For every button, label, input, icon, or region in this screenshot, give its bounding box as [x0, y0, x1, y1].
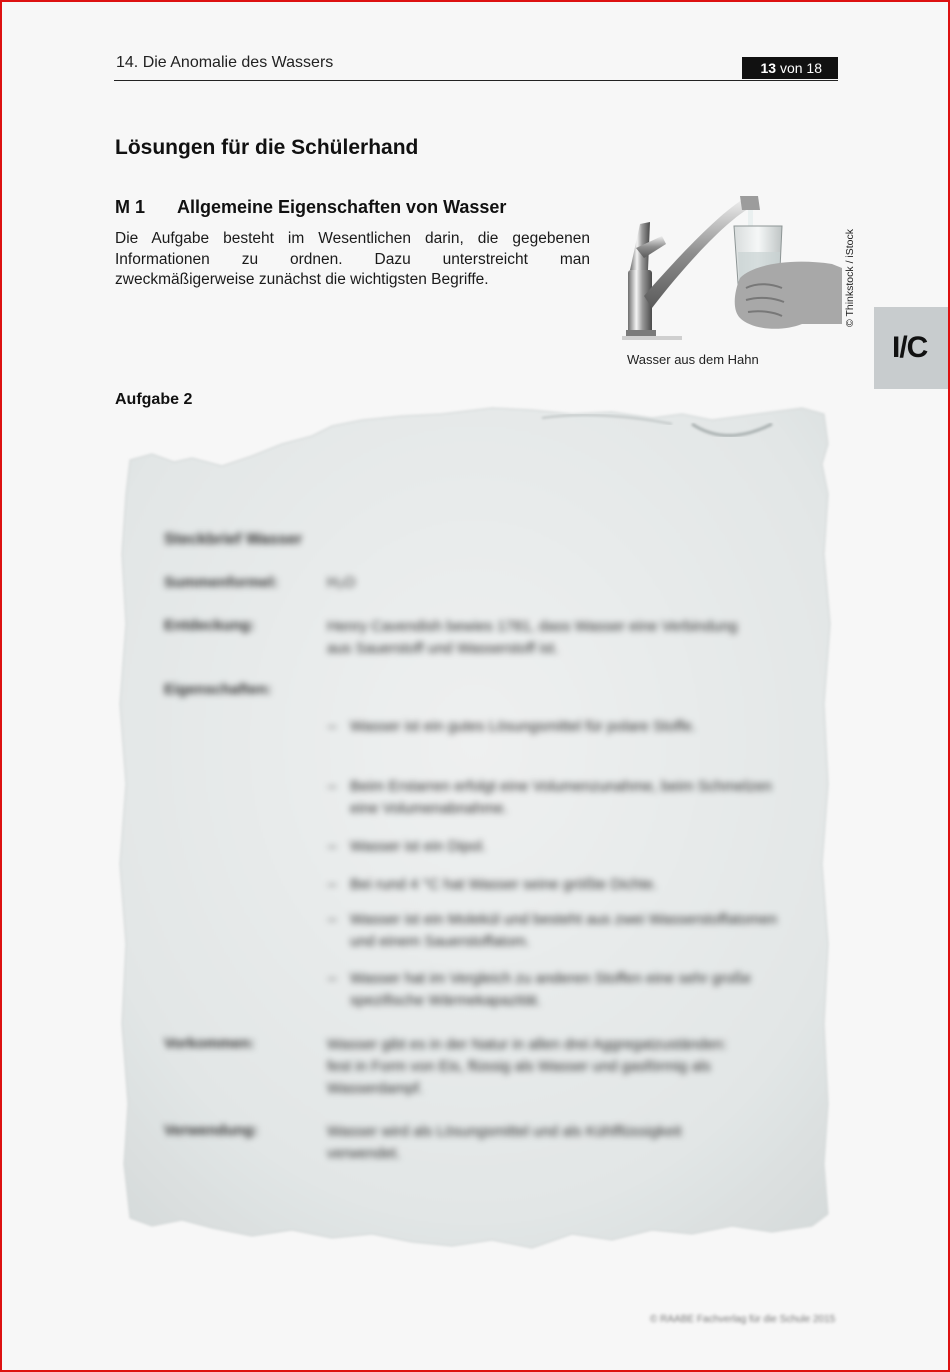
- entdeckung-label: Entdeckung:: [164, 617, 255, 634]
- steckbrief-content: [112, 404, 836, 1252]
- page-current: 13: [760, 60, 777, 76]
- eigenschaft-item: – Wasser ist ein Molekül und besteht aus zwei Wasserstoffatomen und einem Sauerstoffatom.: [350, 909, 780, 953]
- vorkommen-label: Vorkommen:: [164, 1035, 255, 1052]
- material-heading: [115, 197, 506, 218]
- footer-copyright: © RAABE Fachverlag für die Schule 2015: [650, 1314, 836, 1325]
- steckbrief-title: Steckbrief Wasser: [164, 531, 303, 548]
- material-title: Allgemeine Eigenschaften von Wasser: [177, 197, 507, 217]
- running-title: 14. Die Anomalie des Wassers: [116, 54, 334, 71]
- eigenschaft-item: – Beim Erstarren erfolgt eine Volumenzunahme, beim Schmelzen eine Volumenabnahme.: [350, 776, 780, 820]
- section-tab-label: I/C: [892, 331, 928, 364]
- vorkommen-value: Wasser gibt es in der Natur in allen drei Aggregatzuständen: fest in Form von Eis, flüssig als Wasser und gasförmig als Wasserdampf.: [327, 1036, 727, 1097]
- intro-paragraph: Die Aufgabe besteht im Wesentlichen darin, die gegebenen Informationen zu ordnen. Dazu unterstreicht man zweckmäßigerweise zunächst die wichtigsten Begriffe.: [115, 230, 590, 288]
- eigenschaft-item: – Wasser ist ein gutes Lösungsmittel für polare Stoffe.: [350, 716, 780, 738]
- verwendung-label: Verwendung:: [164, 1122, 259, 1139]
- photo-caption: Wasser aus dem Hahn: [627, 352, 759, 367]
- section-tab: [874, 307, 948, 389]
- running-header: [114, 54, 838, 81]
- eigenschaft-item: – Bei rund 4 °C hat Wasser seine größte Dichte.: [350, 874, 780, 896]
- section-title: Lösungen für die Schülerhand: [115, 136, 419, 159]
- photo-credit: © Thinkstock / iStock: [844, 229, 856, 327]
- eigenschaft-item: – Wasser hat im Vergleich zu anderen Stoffen eine sehr große spezifische Wärmekapazität.: [350, 968, 780, 1012]
- task-label: Aufgabe 2: [115, 391, 193, 408]
- page-counter: [742, 57, 838, 79]
- material-number: M 1: [115, 197, 146, 217]
- torn-paper-solution: [112, 404, 836, 1252]
- summenformel-value: H₂O: [327, 574, 356, 591]
- tap-with-glass-photo: [622, 192, 842, 340]
- entdeckung-value: Henry Cavendish bewies 1781, dass Wasser eine Verbindung aus Sauerstoff und Wasserstoff ist.: [327, 618, 738, 657]
- summenformel-label: Summenformel:: [164, 574, 279, 591]
- eigenschaft-item: – Wasser ist ein Dipol.: [350, 836, 780, 858]
- eigenschaften-label: Eigenschaften:: [164, 681, 272, 698]
- verwendung-value: Wasser wird als Lösungsmittel und als Kühlflüssigkeit verwendet.: [327, 1123, 682, 1162]
- page-total: von 18: [779, 60, 822, 76]
